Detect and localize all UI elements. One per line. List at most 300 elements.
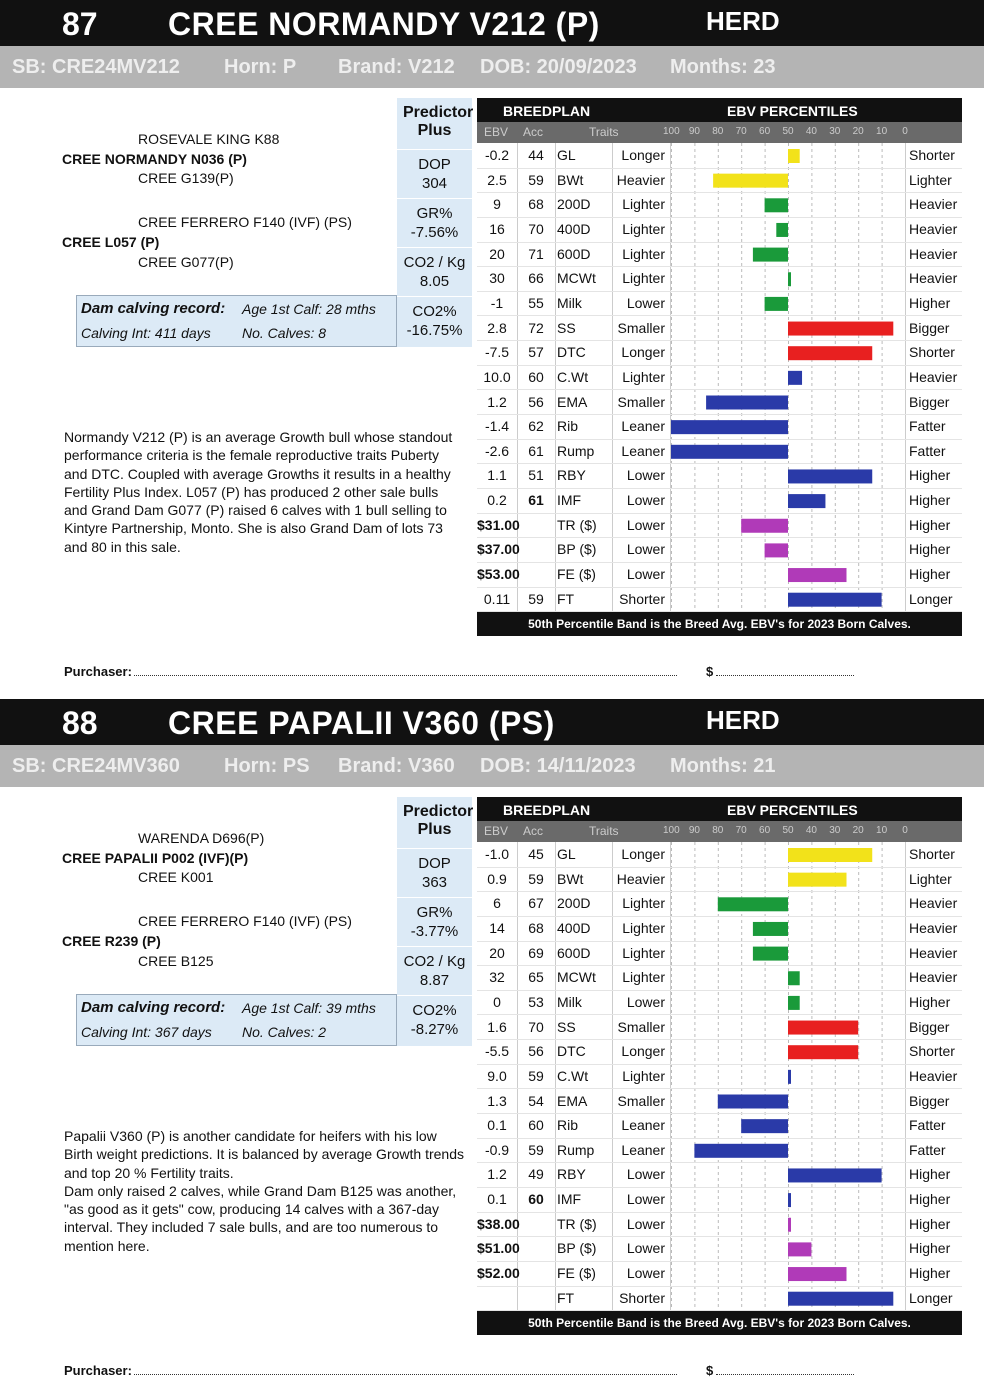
trait-name: 600D: [557, 245, 591, 262]
pedigree-sire-dam: CREE G139(P): [138, 170, 234, 186]
trait-high-label: Fatter: [909, 418, 946, 435]
ebv-value: 0.1: [487, 1117, 507, 1134]
predictor-label: DOP: [418, 855, 451, 872]
trait-low-label: Leaner: [621, 1141, 665, 1158]
trait-low-label: Leaner: [621, 442, 665, 459]
trait-low-label: Leaner: [621, 418, 665, 435]
ebv-row: [477, 1187, 962, 1213]
breedplan-label: BREEDPLAN: [503, 103, 591, 119]
trait-name: SS: [557, 1018, 576, 1035]
acc-value: 56: [528, 1043, 544, 1060]
trait-name: FE ($): [557, 566, 596, 583]
acc-value: 59: [528, 870, 544, 887]
trait-name: C.Wt: [557, 1067, 589, 1084]
ebv-row: [477, 414, 962, 440]
trait-low-label: Lower: [626, 541, 665, 558]
percentile-tick: 50: [782, 126, 794, 137]
dam-record-label: Dam calving record:: [81, 300, 226, 317]
acc-value: 70: [528, 1018, 544, 1035]
trait-name: C.Wt: [557, 368, 589, 385]
ebv-row: [477, 463, 962, 489]
acc-value: 59: [528, 171, 544, 188]
trait-high-label: Shorter: [909, 344, 955, 361]
ebv-row: [477, 1212, 962, 1238]
trait-low-label: Lower: [626, 1240, 665, 1257]
ebv-row: [477, 1113, 962, 1139]
purchaser-field[interactable]: [134, 1374, 677, 1375]
col-acc: Acc: [523, 125, 544, 139]
trait-high-label: Bigger: [909, 1092, 950, 1109]
ebv-value: -0.2: [484, 147, 510, 163]
percentile-tick: 70: [735, 825, 747, 836]
trait-high-label: Heavier: [909, 1067, 958, 1084]
ebv-row: [477, 562, 962, 588]
trait-name: 200D: [557, 196, 591, 213]
pedigree-dam-sire: CREE FERRERO F140 (IVF) (PS): [138, 913, 352, 929]
trait-low-label: Shorter: [619, 1289, 665, 1306]
predictor-value: 363: [421, 874, 448, 891]
percentile-tick: 100: [663, 825, 680, 836]
trait-low-label: Lower: [626, 1265, 665, 1282]
ebv-row: [477, 1089, 962, 1115]
ebv-value: 20: [489, 944, 505, 961]
trait-name: Rib: [557, 418, 579, 435]
ebv-value: 16: [489, 220, 505, 237]
trait-high-label: Higher: [909, 566, 951, 583]
percentile-tick: 50: [782, 825, 794, 836]
trait-high-label: Higher: [909, 294, 951, 311]
dam-calving-record: [76, 295, 397, 347]
trait-low-label: Smaller: [617, 319, 665, 336]
ebv-value: 32: [489, 969, 505, 986]
herd-label: HERD: [706, 6, 780, 36]
ebv-value: 1.2: [487, 1166, 507, 1183]
col-traits: Traits: [589, 824, 619, 838]
percentile-tick: 60: [759, 825, 771, 836]
trait-name: Rump: [557, 442, 595, 459]
ebv-value: 1.2: [487, 393, 507, 410]
trait-name: RBY: [557, 1166, 586, 1183]
purchaser-field[interactable]: [134, 675, 677, 676]
percentile-tick: 30: [829, 825, 841, 836]
trait-high-label: Heavier: [909, 196, 958, 213]
breedplan-label: BREEDPLAN: [503, 802, 591, 818]
ebv-value: 14: [489, 919, 505, 936]
acc-value: 54: [528, 1092, 544, 1109]
trait-low-label: Longer: [621, 344, 665, 361]
trait-low-label: Lighter: [622, 220, 665, 237]
predictor-plus: [397, 797, 472, 1046]
trait-low-label: Lower: [626, 492, 665, 509]
ebv-footer-note: 50th Percentile Band is the Breed Avg. EBV's for 2023 Born Calves.: [477, 612, 962, 636]
ebv-table-title: [477, 797, 962, 821]
lot-name: CREE NORMANDY V212 (P): [168, 6, 600, 42]
trait-name: FT: [557, 590, 575, 607]
trait-high-label: Heavier: [909, 220, 958, 237]
trait-high-label: Heavier: [909, 944, 958, 961]
trait-high-label: Heavier: [909, 969, 958, 986]
percentile-tick: 20: [852, 126, 864, 137]
trait-name: BP ($): [557, 1240, 597, 1257]
predictor-label: GR%: [416, 205, 453, 222]
acc-value: 60: [528, 1191, 544, 1208]
trait-low-label: Lower: [626, 1215, 665, 1232]
acc-value: 51: [528, 467, 544, 484]
trait-high-label: Heavier: [909, 368, 958, 385]
acc-value: 44: [528, 147, 544, 163]
percentile-tick: 10: [876, 825, 888, 836]
acc-value: 71: [528, 245, 544, 262]
pedigree-sire-sire: WARENDA D696(P): [138, 830, 265, 846]
trait-name: DTC: [557, 344, 586, 361]
ebv-row: [477, 916, 962, 942]
trait-high-label: Shorter: [909, 147, 955, 163]
trait-high-label: Heavier: [909, 919, 958, 936]
acc-value: 70: [528, 220, 544, 237]
ebv-row: [477, 266, 962, 292]
acc-value: 72: [528, 319, 544, 336]
detail-sb: SB: CRE24MV212: [12, 56, 180, 78]
acc-value: 66: [528, 270, 544, 287]
trait-low-label: Lower: [626, 1166, 665, 1183]
predictor-value: 8.87: [419, 972, 450, 989]
trait-name: EMA: [557, 393, 588, 410]
trait-name: Milk: [557, 993, 582, 1010]
acc-value: 65: [528, 969, 544, 986]
trait-high-label: Bigger: [909, 1018, 950, 1035]
trait-high-label: Higher: [909, 492, 951, 509]
predictor-item: [397, 296, 472, 344]
trait-high-label: Shorter: [909, 1043, 955, 1060]
trait-low-label: Longer: [621, 846, 665, 862]
trait-high-label: Fatter: [909, 1141, 946, 1158]
acc-value: 55: [528, 294, 544, 311]
pedigree-dam: CREE R239 (P): [62, 933, 161, 949]
ebv-row: [477, 1138, 962, 1164]
pedigree-dam: CREE L057 (P): [62, 234, 160, 250]
ebv-row: [477, 242, 962, 268]
trait-name: IMF: [557, 1191, 582, 1208]
lot-description: Normandy V212 (P) is an average Growth bull whose standout performance criteria is the female reproductive traits Puberty and DTC. Coupled with average Growths it results in a healthy Fertility Plus Index. L057 (P) has produced 2 other sale bulls and Grand Dam G077 (P) raised 6 calves with 1 bull selling to Kintyre Partnership, Monto. She is also Grand Dam of lots 73 and 80 in this sale.: [64, 429, 453, 555]
trait-low-label: Lower: [626, 467, 665, 484]
ebv-value: -1.4: [484, 418, 510, 435]
trait-high-label: Heavier: [909, 895, 958, 912]
ebv-row: [477, 537, 962, 563]
predictor-value: -3.77%: [410, 923, 459, 940]
pedigree-dam-dam: CREE B125: [138, 953, 214, 969]
ebv-value: 0.11: [483, 590, 511, 607]
trait-name: MCWt: [557, 270, 596, 287]
predictor-value: 8.05: [419, 273, 450, 290]
detail-dob: DOB: 20/09/2023: [480, 56, 637, 78]
ebv-column-header: [477, 821, 962, 842]
col-ebv: EBV: [484, 824, 509, 838]
pedigree-sire-sire: ROSEVALE KING K88: [138, 131, 280, 147]
lot-header: [0, 699, 984, 745]
trait-high-label: Higher: [909, 1215, 951, 1232]
predictor-item: [397, 198, 472, 246]
ebv-row: [477, 891, 962, 917]
trait-high-label: Bigger: [909, 319, 950, 336]
ebv-value: 1.1: [487, 467, 507, 484]
price-field[interactable]: [716, 675, 854, 676]
trait-low-label: Lighter: [622, 270, 665, 287]
trait-name: FT: [557, 1289, 575, 1306]
ebv-value: 6: [493, 895, 501, 912]
ebv-row: [477, 842, 962, 868]
ebv-row: [477, 1064, 962, 1090]
trait-high-label: Higher: [909, 1191, 951, 1208]
trait-low-label: Lighter: [622, 1067, 665, 1084]
ebv-value: 1.3: [487, 1092, 507, 1109]
trait-name: RBY: [557, 467, 586, 484]
lot-number: 87: [62, 6, 98, 42]
predictor-value: -7.56%: [410, 224, 459, 241]
percentile-tick: 60: [759, 126, 771, 137]
predictor-label: CO2%: [412, 1002, 457, 1019]
acc-value: 57: [528, 344, 544, 361]
ebv-value: -1: [490, 294, 504, 311]
trait-high-label: Fatter: [909, 1117, 946, 1134]
percentile-tick: 40: [805, 825, 817, 836]
number-of-calves: No. Calves: 2: [242, 1024, 327, 1040]
trait-name: Rump: [557, 1141, 595, 1158]
trait-name: DTC: [557, 1043, 586, 1060]
dam-calving-record: [76, 994, 397, 1046]
price-label: $: [706, 664, 714, 679]
trait-high-label: Longer: [909, 590, 953, 607]
acc-value: 67: [528, 895, 544, 912]
age-first-calf: Age 1st Calf: 39 mths: [242, 1000, 376, 1016]
percentile-tick: 70: [735, 126, 747, 137]
trait-name: TR ($): [557, 1215, 597, 1232]
acc-value: 59: [528, 1067, 544, 1084]
predictor-value: -8.27%: [410, 1021, 459, 1038]
trait-low-label: Shorter: [619, 590, 665, 607]
trait-low-label: Longer: [621, 147, 665, 163]
acc-value: 53: [528, 993, 544, 1010]
ebv-row: [477, 291, 962, 317]
trait-name: BWt: [557, 171, 584, 188]
trait-low-label: Lighter: [622, 196, 665, 213]
predictor-label: CO2 / Kg: [403, 254, 466, 271]
lot-card: [0, 699, 984, 1388]
detail-brand: Brand: V212: [338, 56, 455, 78]
trait-high-label: Higher: [909, 516, 951, 533]
trait-name: 400D: [557, 919, 591, 936]
trait-high-label: Bigger: [909, 393, 950, 410]
ebv-row: [477, 217, 962, 243]
ebv-row: [477, 513, 962, 539]
trait-high-label: Higher: [909, 1166, 951, 1183]
predictor-label: CO2%: [412, 303, 457, 320]
ebv-value: -7.5: [484, 344, 510, 361]
percentile-tick: 40: [805, 126, 817, 137]
trait-name: 600D: [557, 944, 591, 961]
trait-high-label: Lighter: [909, 171, 952, 188]
predictor-label: CO2 / Kg: [403, 953, 466, 970]
age-first-calf: Age 1st Calf: 28 mths: [242, 301, 376, 317]
trait-name: Rib: [557, 1117, 579, 1134]
purchaser-label: Purchaser:: [64, 1363, 132, 1378]
predictor-item: [397, 848, 472, 896]
trait-low-label: Lighter: [622, 368, 665, 385]
ebv-row: [477, 965, 962, 991]
pedigree-sire-dam: CREE K001: [138, 869, 214, 885]
ebv-row: [477, 168, 962, 194]
acc-value: 59: [528, 590, 544, 607]
pedigree-dam-sire: CREE FERRERO F140 (IVF) (PS): [138, 214, 352, 230]
trait-low-label: Lighter: [622, 245, 665, 262]
price-label: $: [706, 1363, 714, 1378]
trait-name: BWt: [557, 870, 584, 887]
trait-high-label: Shorter: [909, 846, 955, 862]
trait-low-label: Leaner: [621, 1117, 665, 1134]
percentile-tick: 0: [902, 126, 908, 137]
ebv-column-header: [477, 122, 962, 143]
acc-value: 68: [528, 196, 544, 213]
predictor-value: -16.75%: [406, 322, 463, 339]
acc-value: 45: [528, 846, 544, 862]
detail-brand: Brand: V360: [338, 755, 455, 777]
ebv-row: [477, 143, 962, 169]
ebv-percentiles-label: EBV PERCENTILES: [727, 802, 858, 818]
trait-name: SS: [557, 319, 576, 336]
lot-name: CREE PAPALII V360 (PS): [168, 705, 555, 741]
percentile-tick: 90: [688, 825, 700, 836]
trait-name: EMA: [557, 1092, 588, 1109]
trait-high-label: Higher: [909, 1265, 951, 1282]
ebv-value: $37.00: [477, 541, 520, 558]
col-acc: Acc: [523, 824, 544, 838]
trait-name: BP ($): [557, 541, 597, 558]
ebv-row: [477, 867, 962, 893]
lot-header: [0, 0, 984, 46]
purchaser-label: Purchaser:: [64, 664, 132, 679]
trait-low-label: Lighter: [622, 969, 665, 986]
percentile-tick: 0: [902, 825, 908, 836]
lot-details-bar: [0, 745, 984, 787]
ebv-percentiles-label: EBV PERCENTILES: [727, 103, 858, 119]
percentile-tick: 10: [876, 126, 888, 137]
trait-low-label: Lower: [626, 516, 665, 533]
ebv-value: -0.9: [484, 1141, 510, 1158]
detail-sb: SB: CRE24MV360: [12, 755, 180, 777]
ebv-row: [477, 439, 962, 465]
ebv-row: [477, 990, 962, 1016]
ebv-value: 9: [493, 196, 501, 213]
ebv-value: 2.8: [487, 319, 507, 336]
ebv-row: [477, 340, 962, 366]
predictor-title: Predictor Plus: [403, 104, 474, 139]
ebv-value: -1.0: [484, 846, 510, 862]
ebv-row: [477, 488, 962, 514]
ebv-row: [477, 941, 962, 967]
trait-high-label: Higher: [909, 993, 951, 1010]
calving-interval: Calving Int: 367 days: [81, 1024, 212, 1040]
lot-details-bar: [0, 46, 984, 88]
pedigree-sire: CREE NORMANDY N036 (P): [62, 151, 247, 167]
ebv-row: [477, 1261, 962, 1287]
lot-description: Papalii V360 (P) is another candidate for heifers with his low Birth weight predictions. It is balanced by average Growth trends and top 20 % Fertility traits. Dam only raised 2 calves, while Grand Dam B125 was another, "as good as it gets" cow, producing 14 calves with a 367-day interval. They included 7 sale bulls, and are too numerous to mention here.: [64, 1128, 464, 1254]
acc-value: 61: [528, 492, 544, 509]
ebv-row: [477, 390, 962, 416]
trait-name: 400D: [557, 220, 591, 237]
ebv-value: 20: [489, 245, 505, 262]
detail-months: Months: 21: [670, 755, 776, 777]
ebv-value: $31.00: [477, 516, 520, 533]
percentile-tick: 80: [712, 825, 724, 836]
trait-name: MCWt: [557, 969, 596, 986]
trait-low-label: Smaller: [617, 393, 665, 410]
ebv-value: 0.2: [487, 492, 507, 509]
predictor-label: GR%: [416, 904, 453, 921]
acc-value: 60: [528, 1117, 544, 1134]
predictor-title: Predictor Plus: [403, 803, 474, 838]
ebv-row: [477, 316, 962, 342]
predictor-value: 304: [421, 175, 448, 192]
price-field[interactable]: [716, 1374, 854, 1375]
pedigree-sire: CREE PAPALII P002 (IVF)(P): [62, 850, 249, 866]
detail-dob: DOB: 14/11/2023: [480, 755, 636, 777]
acc-value: 56: [528, 393, 544, 410]
predictor-item: [397, 946, 472, 994]
ebv-row: [477, 1162, 962, 1188]
trait-low-label: Smaller: [617, 1092, 665, 1109]
predictor-item: [397, 149, 472, 197]
trait-high-label: Heavier: [909, 270, 958, 287]
trait-high-label: Lighter: [909, 870, 952, 887]
predictor-item: [397, 897, 472, 945]
trait-high-label: Higher: [909, 1240, 951, 1257]
ebv-value: 2.5: [487, 171, 507, 188]
acc-value: 69: [528, 944, 544, 961]
lot-number: 88: [62, 705, 98, 741]
predictor-label: DOP: [418, 156, 451, 173]
number-of-calves: No. Calves: 8: [242, 325, 327, 341]
pedigree-dam-dam: CREE G077(P): [138, 254, 234, 270]
trait-name: Milk: [557, 294, 582, 311]
trait-low-label: Longer: [621, 1043, 665, 1060]
trait-name: TR ($): [557, 516, 597, 533]
trait-low-label: Lower: [626, 1191, 665, 1208]
ebv-value: 0: [493, 993, 501, 1010]
percentile-tick: 80: [712, 126, 724, 137]
acc-value: 61: [528, 442, 544, 459]
trait-high-label: Heavier: [909, 245, 958, 262]
ebv-row: [477, 1039, 962, 1065]
ebv-row: [477, 1236, 962, 1262]
ebv-row: [477, 1286, 962, 1312]
percentile-tick: 90: [688, 126, 700, 137]
ebv-value: 0.1: [487, 1191, 507, 1208]
percentile-tick: 100: [663, 126, 680, 137]
ebv-value: $52.00: [477, 1265, 520, 1282]
trait-low-label: Lighter: [622, 944, 665, 961]
trait-name: FE ($): [557, 1265, 596, 1282]
trait-low-label: Lower: [626, 993, 665, 1010]
ebv-footer-note: 50th Percentile Band is the Breed Avg. EBV's for 2023 Born Calves.: [477, 1311, 962, 1335]
ebv-value: 0.9: [487, 870, 507, 887]
trait-name: GL: [557, 846, 576, 862]
predictor-item: [397, 995, 472, 1043]
trait-low-label: Lighter: [622, 895, 665, 912]
trait-low-label: Lower: [626, 566, 665, 583]
ebv-value: $53.00: [477, 566, 520, 583]
herd-label: HERD: [706, 705, 780, 735]
dam-record-label: Dam calving record:: [81, 999, 226, 1016]
calving-interval: Calving Int: 411 days: [81, 325, 211, 341]
